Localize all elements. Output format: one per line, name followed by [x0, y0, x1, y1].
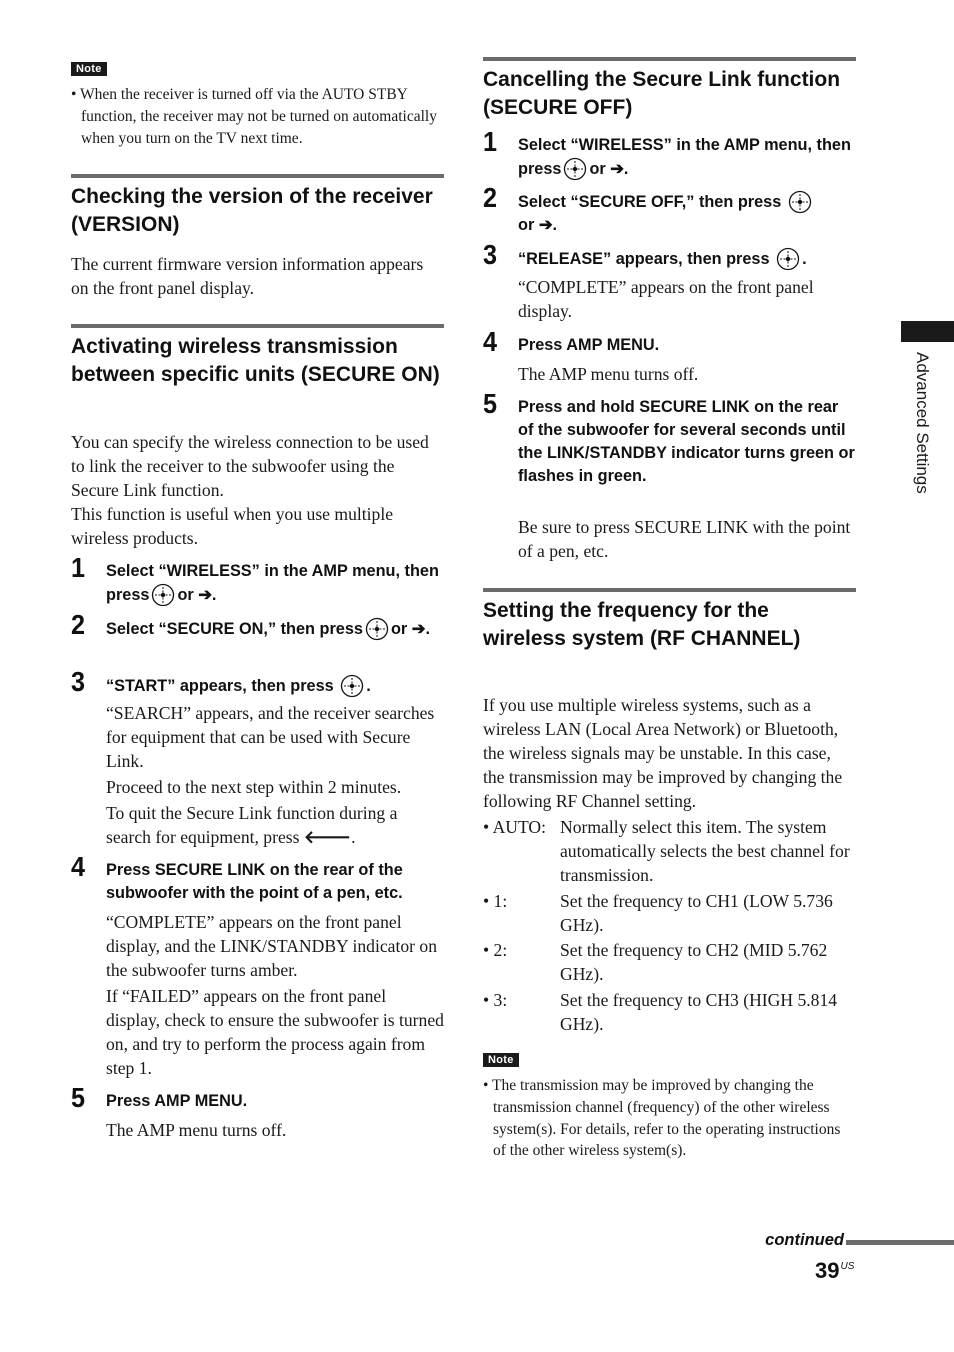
step-body: “COMPLETE” appears on the front panel display.: [518, 277, 814, 321]
section-rule: [71, 174, 444, 178]
step-number: 3: [71, 666, 86, 697]
step-title: Press AMP MENU.: [518, 336, 660, 354]
list-item-label: • 3:: [483, 990, 508, 1010]
enter-circle-icon: [340, 674, 364, 698]
step-title: Select “WIRELESS” in the AMP menu, then press or ➔.: [518, 134, 856, 181]
step-number: 2: [71, 609, 86, 640]
list-item-label: • 2:: [483, 940, 508, 960]
enter-circle-icon: [151, 583, 175, 607]
enter-circle-icon: [563, 157, 587, 181]
step-title: “START” appears, then press .: [106, 674, 444, 698]
step-body: To quit the Secure Link function during a search for equipment, press 🡐.: [106, 803, 398, 847]
step-body: “COMPLETE” appears on the front panel display, and the LINK/STANDBY indicator on the subwoofer turns amber.: [106, 912, 438, 980]
secure-on-intro-2: This function is useful when you use multiple wireless products.: [71, 504, 394, 548]
step-body: “SEARCH” appears, and the receiver searches for equipment that can be used with Secure Link.: [106, 703, 435, 771]
right-arrow-icon: ➔: [411, 620, 426, 638]
section-rule: [483, 588, 856, 592]
step-number: 2: [483, 182, 498, 213]
section-rule: [71, 324, 444, 328]
right-arrow-icon: ➔: [198, 586, 212, 604]
note-text: • When the receiver is turned off via the AUTO STBY function, the receiver may not be turned on automatically when you turn on the TV next time.: [71, 86, 437, 147]
step-title: Press SECURE LINK on the rear of the subwoofer with the point of a pen, etc.: [106, 861, 403, 902]
step-number: 1: [71, 552, 86, 583]
note-badge: Note: [483, 1053, 519, 1067]
step-body: The AMP menu turns off.: [518, 364, 699, 384]
note-badge: Note: [71, 62, 107, 76]
note-text: • The transmission may be improved by changing the transmission channel (frequency) of the other wireless system(s). For details, refer to the operating instructions of the other wireless system(s).: [483, 1077, 841, 1160]
step-number: 5: [71, 1082, 86, 1113]
enter-circle-icon: [788, 190, 812, 214]
secure-on-intro: You can specify the wireless connection to be used to link the receiver to the subwoofer using the Secure Link function.: [71, 432, 429, 500]
section-heading-secure-on: Activating wireless transmission between specific units (SECURE ON): [71, 335, 440, 386]
version-body: The current firmware version information appears on the front panel display.: [71, 254, 424, 298]
right-arrow-icon: ➔: [538, 216, 553, 234]
step-title: Select “SECURE ON,” then press or ➔.: [106, 617, 444, 641]
enter-circle-icon: [776, 247, 800, 271]
list-item-text: Set the frequency to CH3 (HIGH 5.814 GHz).: [560, 990, 838, 1034]
step-body: The AMP menu turns off.: [106, 1120, 287, 1140]
rf-channel-body: If you use multiple wireless systems, such as a wireless LAN (Local Area Network) or Bluetooth, the wireless signals may be unstable. In this case, the transmission may be improved by changing the following RF Channel setting.: [483, 695, 843, 811]
page-suffix: US: [840, 1261, 855, 1272]
section-heading-secure-off: Cancelling the Secure Link function (SECURE OFF): [483, 68, 841, 119]
list-item-text: Set the frequency to CH1 (LOW 5.736 GHz).: [560, 891, 833, 935]
step-title: Press and hold SECURE LINK on the rear of the subwoofer for several seconds until the LINK/STANDBY indicator turns green or flashes in green.: [518, 398, 855, 485]
section-heading-version: Checking the version of the receiver (VERSION): [71, 185, 433, 236]
left-arrow-icon: 🡐: [303, 827, 352, 847]
right-arrow-icon: ➔: [610, 160, 624, 178]
step-title: Select “SECURE OFF,” then press or ➔.: [518, 190, 856, 237]
page-number: $39^{US}$: [815, 1258, 855, 1283]
section-heading-rf-channel: Setting the frequency for the wireless system (RF CHANNEL): [483, 599, 801, 650]
step-title: Press AMP MENU.: [106, 1092, 248, 1110]
step-body: Be sure to press SECURE LINK with the point of a pen, etc.: [518, 517, 851, 561]
step-body: If “FAILED” appears on the front panel display, check to ensure the subwoofer is turned on, and try to perform the process again from step 1.: [106, 986, 444, 1078]
step-number: 3: [483, 239, 498, 270]
step-number: 5: [483, 388, 498, 419]
side-tab-bar: [901, 321, 954, 342]
list-item-label: • 1:: [483, 891, 508, 911]
list-item-text: Set the frequency to CH2 (MID 5.762 GHz).: [560, 940, 828, 984]
list-item-text: Normally select this item. The system automatically selects the best channel for transmission.: [560, 817, 850, 885]
step-number: 4: [483, 326, 498, 357]
enter-circle-icon: [365, 617, 389, 641]
step-title: Select “WIRELESS” in the AMP menu, then press or ➔.: [106, 560, 444, 607]
continued-label: continued: [765, 1231, 844, 1249]
step-number: 1: [483, 126, 498, 157]
step-body: Proceed to the next step within 2 minutes.: [106, 777, 402, 797]
continued-bar: [846, 1240, 954, 1245]
step-title: “RELEASE” appears, then press .: [518, 247, 856, 271]
section-rule: [483, 57, 856, 61]
list-item-label: • AUTO:: [483, 817, 547, 837]
side-tab-label: Advanced Settings: [913, 352, 932, 494]
step-number: 4: [71, 851, 86, 882]
